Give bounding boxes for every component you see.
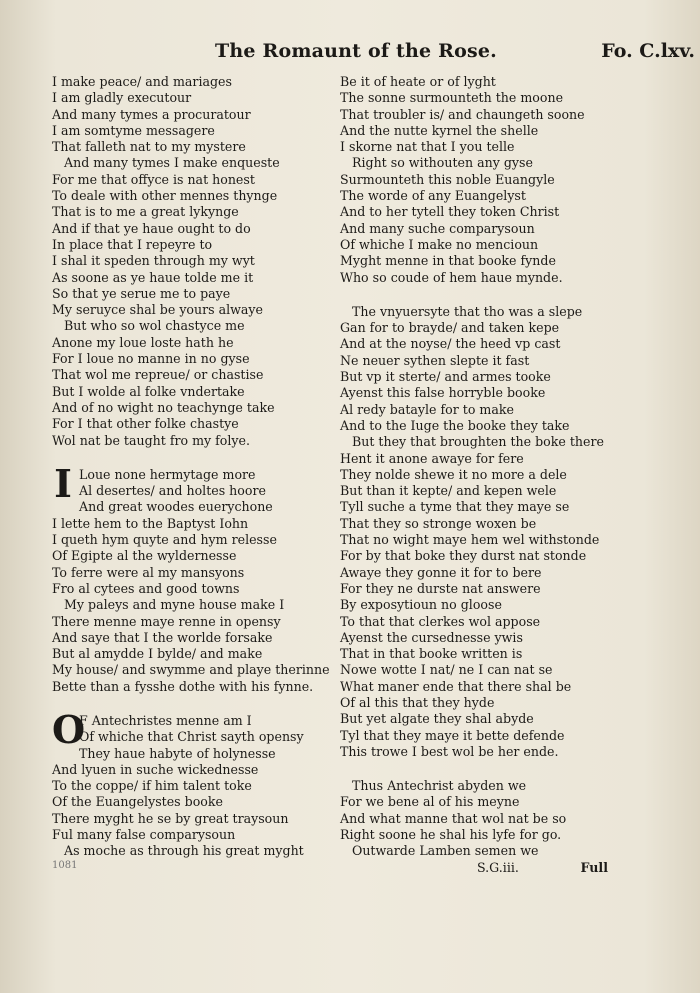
verse-line: The vnyuersyte that tho was a slepe [352,303,583,319]
right-stanza-3 [340,778,610,859]
verse-line: But I wolde al folke vndertake [52,383,245,399]
verse-line: As moche as through his great myght [64,843,304,859]
left-stanza-3 [52,746,320,860]
verse-line: Of whiche I make no mencioun [340,236,539,252]
right-stanza-1 [340,74,610,286]
left-stanza-3-opening [52,706,320,752]
verse-line: They haue habyte of holynesse [79,745,276,761]
page-header [215,40,695,62]
verse-line: F Antechristes menne am I [79,712,252,728]
verse-line: To the coppe/ if him talent toke [52,778,252,794]
verse-line: And lyuen in suche wickednesse [52,761,259,777]
verse-line: There menne maye renne in opensy [52,613,281,629]
verse-line: For by that boke they durst nat stonde [340,548,587,564]
verse-line: And the nutte kyrnel the shelle [340,122,539,138]
verse-line: And many tymes I make enqueste [64,155,280,171]
verse-line: Of whiche that Christ sayth opensy [79,729,304,745]
verse-line: I queth hym quyte and hym relesse [52,532,277,548]
verse-line: The worde of any Euangelyst [340,188,526,204]
verse-line: There myght he se by great traysoun [52,810,289,826]
verse-line: Awaye they gonne it for to bere [340,564,542,580]
verse-line: But who so wol chastyce me [64,318,245,334]
left-stanza-1 [52,74,320,449]
verse-line: For I that other folke chastye [52,416,239,432]
verse-line: Who so coude of hem haue mynde. [340,269,563,285]
verse-line: I skorne nat that I you telle [340,139,515,155]
verse-line: Wol nat be taught fro my folye. [52,432,250,448]
verse-line: Bette than a fysshe dothe with his fynne. [52,678,314,694]
verse-line: Tyll suche a tyme that they maye se [340,499,570,515]
verse-line: That no wight maye hem wel withstonde [340,532,600,548]
verse-line: Be it of heate or of lyght [340,74,496,89]
verse-line: That in that booke written is [340,646,523,662]
running-title: The Romaunt of the Rose. [215,40,497,62]
verse-line: For I loue no manne in no gyse [52,351,250,367]
verse-line: And many tymes a procuratour [52,106,251,122]
verse-line: And many suche comparysoun [340,220,535,236]
signature-mark: S.G.iii. [477,860,519,875]
catchword: Full [580,860,608,875]
verse-line: That is to me a great lykynge [52,204,239,220]
verse-line: Myght menne in that booke fynde [340,253,556,269]
verse-line: That wol me repreue/ or chastise [52,367,264,383]
verse-line: Thus Antechrist abyden we [352,778,527,794]
verse-line: But vp it sterte/ and armes tooke [340,369,551,385]
verse-line: Right soone he shal his lyfe for go. [340,827,562,843]
verse-line: As soone as ye haue tolde me it [52,269,254,285]
verse-line: That falleth nat to my mystere [52,139,246,155]
verse-line: Outwarde Lamben semen we [352,843,539,859]
verse-line: I am somtyme messagere [52,122,215,138]
verse-line: By exposytioun no gloose [340,597,502,613]
verse-line: For we bene al of his meyne [340,794,520,810]
verse-line: But yet algate they shal abyde [340,711,534,727]
verse-line: I make peace/ and mariages [52,74,232,89]
verse-line: My seruyce shal be yours alwaye [52,302,264,318]
verse-line: Ful many false comparysoun [52,827,236,843]
right-stanza-2 [340,304,610,760]
verse-line: But than it kepte/ and kepen wele [340,483,557,499]
verse-line: Hent it anone awaye for fere [340,450,524,466]
verse-line: Of al this that they hyde [340,694,495,710]
left-stanza-2 [52,499,330,695]
verse-line: Al desertes/ and holtes hoore [79,483,266,499]
right-column [340,74,610,860]
verse-line: And saye that I the worlde forsake [52,629,273,645]
verse-line: Of Egipte al the wyldernesse [52,548,237,564]
verse-line: They nolde shewe it no more a dele [340,466,567,482]
verse-line: For they ne durste nat answere [340,580,541,596]
verse-line: Loue none hermytage more [79,466,256,482]
verse-line: Anone my loue loste hath he [52,334,234,350]
verse-line: That troubler is/ and chaungeth soone [340,106,585,122]
verse-line: What maner ende that there shal be [340,678,572,694]
verse-line: And to her tytell they token Christ [340,204,560,220]
verse-line: In place that I repeyre to [52,236,213,252]
verse-line: To that that clerkes wol appose [340,613,541,629]
drop-cap-initial: O [52,706,86,752]
left-stanza-2-opening [52,460,320,506]
page-mark: 1081 [52,860,78,871]
verse-line: This trowe I best wol be her ende. [340,743,559,759]
verse-line: Gan for to brayde/ and taken kepe [340,320,560,336]
folio-number: Fo. C.lxv. [601,40,695,62]
verse-line: Ayenst the cursednesse ywis [340,629,523,645]
verse-line: Ne neuer sythen slepte it fast [340,352,530,368]
verse-line: I shal it speden through my wyt [52,253,255,269]
verse-line: And of no wight no teachynge take [52,399,275,415]
verse-line: And at the noyse/ the heed vp cast [340,336,561,352]
verse-line: But they that broughten the boke there [352,434,604,450]
verse-line: Al redy batayle for to make [340,401,514,417]
verse-line: And what manne that wol nat be so [340,810,567,826]
verse-line: I lette hem to the Baptyst Iohn [52,515,249,531]
verse-line: Nowe wotte I nat/ ne I can nat se [340,662,553,678]
verse-line: The sonne surmounteth the moone [340,90,564,106]
verse-line: And to the Iuge the booke they take [340,417,570,433]
verse-line: So that ye serue me to paye [52,285,231,301]
verse-line: To ferre were al my mansyons [52,564,245,580]
verse-line: To deale with other mennes thynge [52,188,278,204]
verse-line: My house/ and swymme and playe therinne [52,662,330,678]
verse-line: For me that offyce is nat honest [52,171,255,187]
left-column [52,74,330,860]
verse-line: I am gladly executour [52,90,192,106]
verse-line: Right so withouten any gyse [352,155,533,171]
verse-line: My paleys and myne house make I [64,597,285,613]
verse-line: Fro al cytees and good towns [52,580,240,596]
verse-line: Tyl that they maye it bette defende [340,727,565,743]
verse-line: And great woodes euerychone [79,499,273,515]
drop-cap-initial: I [54,460,72,506]
verse-line: But al amydde I bylde/ and make [52,646,263,662]
verse-line: That they so stronge woxen be [340,515,537,531]
verse-line: Surmounteth this noble Euangyle [340,171,555,187]
verse-line: Of the Euangelystes booke [52,794,223,810]
verse-line: Ayenst this false horryble booke [340,385,546,401]
verse-line: And if that ye haue ought to do [52,220,251,236]
